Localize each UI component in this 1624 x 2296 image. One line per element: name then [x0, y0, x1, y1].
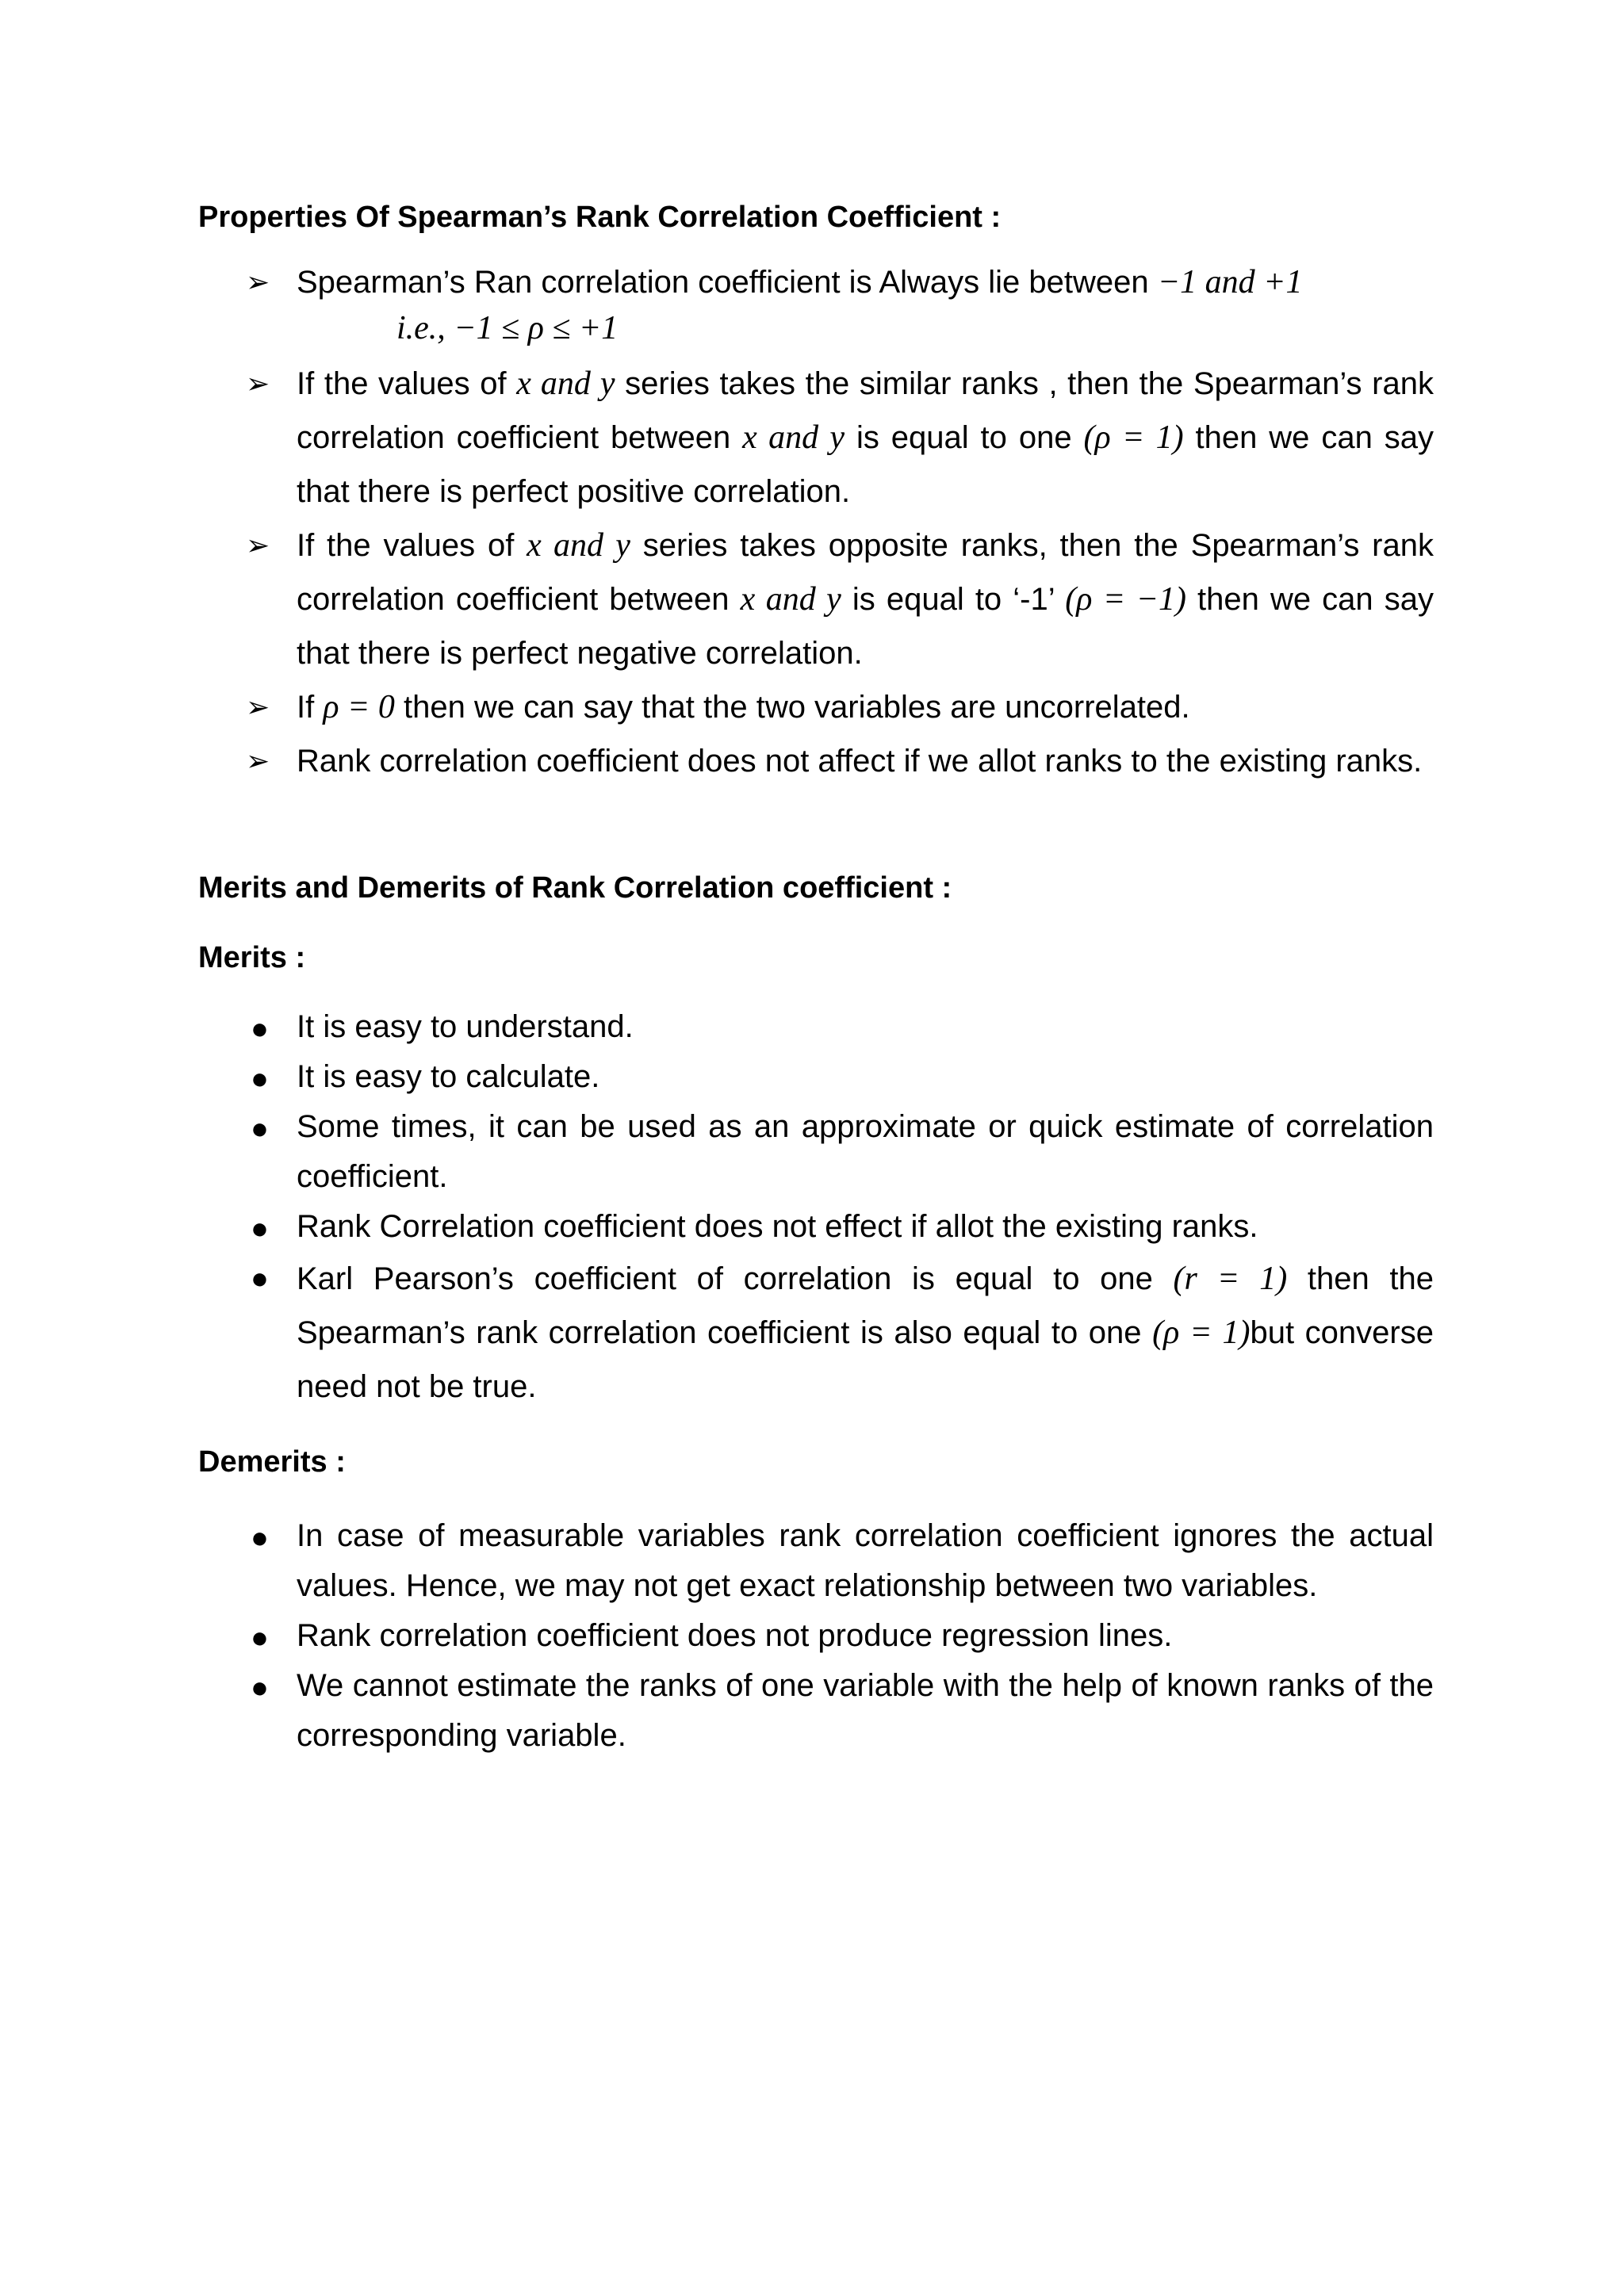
property-item-1: [0, 255, 1427, 357]
demerits-list: [0, 1511, 1434, 1761]
math-expression: (ρ = 1): [1083, 419, 1184, 456]
demerit-text: We cannot estimate the ranks of one variable with the help of known ranks of the corresponding variable.: [297, 1668, 1434, 1753]
demerit-text: In case of measurable variables rank correlation coefficient ignores the actual values. Hence, we may not get exact relationship between two variables.: [297, 1518, 1434, 1603]
dot-bullet-icon: ●: [251, 1062, 269, 1096]
demerit-item-2: [0, 1611, 1427, 1661]
arrow-bullet-icon: ➢: [246, 691, 270, 723]
math-expression: x and y: [742, 419, 845, 456]
property-text: If the values of x and y series takes opposite ranks, then the Spearman’s rank correlation coefficient between x and y is equal to ‘-1’ (ρ = −1) then we can say that there is perfect negative correlation.: [297, 527, 1434, 671]
merit-text: It is easy to calculate.: [297, 1059, 600, 1094]
dot-bullet-icon: ●: [251, 1262, 269, 1295]
dot-bullet-icon: ●: [251, 1521, 269, 1555]
math-expression: (ρ = 1): [1152, 1314, 1251, 1351]
dot-bullet-icon: ●: [251, 1671, 269, 1705]
merit-text: Rank Correlation coefficient does not effect if allot the existing ranks.: [297, 1209, 1258, 1244]
math-expression: ρ = 0: [323, 689, 395, 725]
arrow-bullet-icon: ➢: [246, 744, 270, 777]
arrow-bullet-icon: ➢: [246, 529, 270, 561]
merits-demerits-heading: Merits and Demerits of Rank Correlation coefficient :: [198, 871, 952, 905]
demerit-item-1: [0, 1511, 1434, 1611]
demerit-text: Rank correlation coefficient does not produce regression lines.: [297, 1618, 1173, 1653]
property-text: If the values of x and y series takes the similar ranks , then the Spearman’s rank correlation coefficient between x and y is equal to one (ρ = 1) then we can say that there is perfect positive correlation.: [297, 365, 1434, 509]
property-item-4: [0, 680, 1427, 734]
merit-item-5: [0, 1252, 1434, 1414]
properties-list: [0, 255, 1434, 788]
math-expression: x and y: [740, 581, 841, 618]
dot-bullet-icon: ●: [251, 1112, 269, 1146]
dot-bullet-icon: ●: [251, 1212, 269, 1246]
math-expression: x and y: [527, 527, 630, 564]
dot-bullet-icon: ●: [251, 1621, 269, 1655]
merits-heading: Merits :: [198, 941, 306, 974]
properties-heading: Properties Of Spearman’s Rank Correlation Coefficient :: [198, 201, 1002, 234]
merit-item-1: [0, 1002, 1427, 1052]
merit-item-3: [0, 1102, 1434, 1202]
dot-bullet-icon: ●: [251, 1012, 269, 1046]
demerit-item-3: [0, 1661, 1434, 1761]
math-expression: (ρ = −1): [1065, 581, 1186, 618]
merit-text: It is easy to understand.: [297, 1009, 634, 1044]
merit-text: Some times, it can be used as an approximate or quick estimate of correlation coefficient.: [297, 1109, 1434, 1194]
merits-list: [0, 1002, 1434, 1414]
math-expression: x and y: [516, 365, 615, 402]
merit-item-4: [0, 1202, 1427, 1252]
merit-text: Karl Pearson’s coefficient of correlation is equal to one (r = 1) then the Spearman’s rank correlation coefficient is also equal to one (ρ = 1)but converse need not be true.: [297, 1261, 1434, 1404]
arrow-bullet-icon: ➢: [246, 266, 270, 298]
property-text: If ρ = 0 then we can say that the two variables are uncorrelated.: [297, 689, 1190, 725]
merit-item-2: [0, 1052, 1427, 1102]
property-text: Rank correlation coefficient does not affect if we allot ranks to the existing ranks.: [297, 744, 1423, 779]
arrow-bullet-icon: ➢: [246, 367, 270, 400]
property-text: Spearman’s Ran correlation coefficient is Always lie between −1 and +1: [297, 264, 1303, 300]
property-item-5: [0, 734, 1427, 788]
property-item-2: [0, 357, 1434, 519]
math-expression: (r = 1): [1173, 1261, 1288, 1297]
math-expression: −1 and +1: [1157, 264, 1303, 300]
demerits-heading: Demerits :: [198, 1445, 346, 1479]
property-item-3: [0, 519, 1434, 680]
math-inequality: i.e., −1 ≤ ρ ≤ +1: [396, 310, 619, 346]
